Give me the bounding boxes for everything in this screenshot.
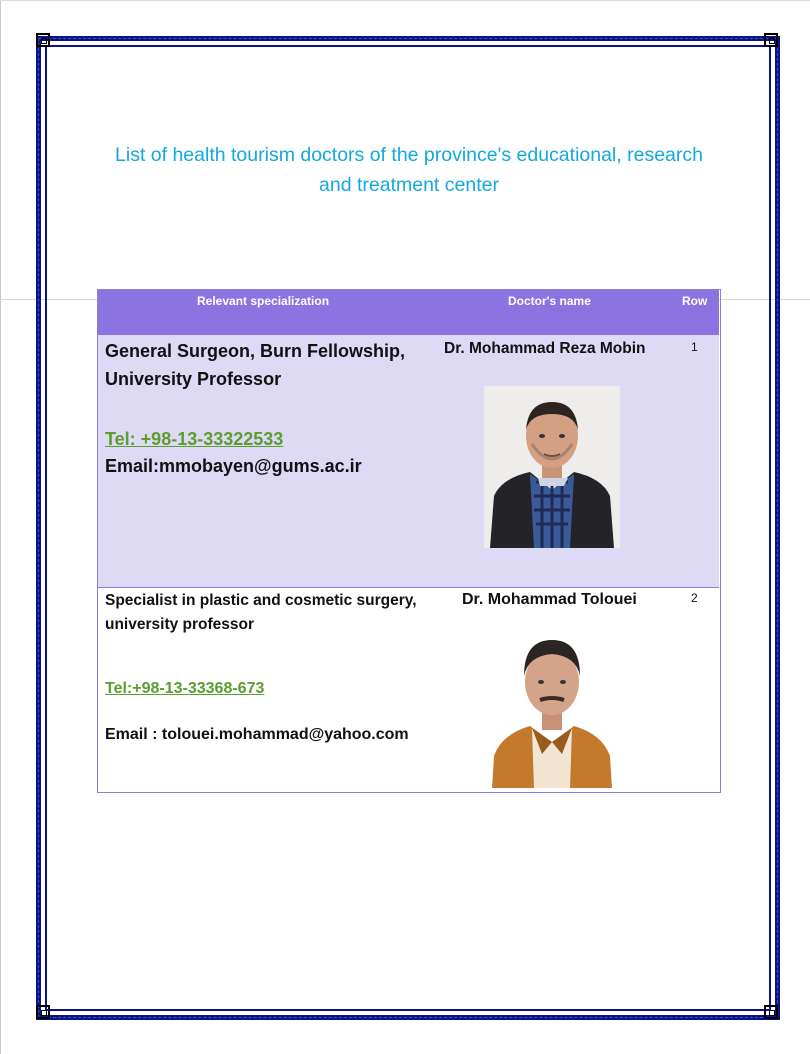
- page-title: [100, 140, 718, 200]
- portrait-illustration: [492, 630, 612, 788]
- corner-ornament-bottom-right: [764, 1005, 778, 1019]
- page-title-line-2: and treatment center: [319, 174, 499, 196]
- row-number: 2: [691, 591, 698, 605]
- doctor-name: Dr. Mohammad Tolouei: [462, 591, 637, 608]
- row-number: 1: [691, 340, 698, 354]
- corner-ornament-bottom-left: [36, 1005, 50, 1019]
- specialization-line: University Professor: [105, 369, 282, 389]
- phone-link[interactable]: Tel: +98-13-33322533: [105, 429, 284, 449]
- email-text: Email:mmobayen@gums.ac.ir: [105, 456, 362, 476]
- specialization-text: [105, 589, 435, 637]
- page-gutter-top: [0, 0, 810, 1]
- header-doctor-name: Doctor's name: [508, 294, 591, 308]
- corner-ornament-top-left: [36, 33, 50, 47]
- table-header: [98, 290, 719, 335]
- table-row: [98, 335, 719, 588]
- phone-link[interactable]: Tel:+98-13-33368-673: [105, 680, 265, 697]
- specialization-line: Specialist in plastic and cosmetic surgery,: [105, 592, 417, 609]
- doctors-table: [97, 289, 721, 793]
- corner-ornament-top-right: [764, 33, 778, 47]
- doctor-name: Dr. Mohammad Reza Mobin: [444, 340, 646, 357]
- header-row: Row: [682, 294, 708, 308]
- page-gutter-left: [0, 0, 1, 1054]
- page-title-line-1: List of health tourism doctors of the province's educational, research: [115, 144, 703, 166]
- doctor-portrait-photo: [492, 630, 612, 788]
- portrait-illustration: [484, 386, 620, 548]
- specialization-line: General Surgeon, Burn Fellowship,: [105, 341, 406, 361]
- specialization-text: [105, 337, 425, 393]
- specialization-line: university professor: [105, 616, 255, 633]
- doctor-portrait-photo: [484, 386, 620, 548]
- email-text: Email : tolouei.mohammad@yahoo.com: [105, 726, 409, 743]
- table-row: [98, 588, 719, 792]
- header-specialization: Relevant specialization: [197, 294, 330, 308]
